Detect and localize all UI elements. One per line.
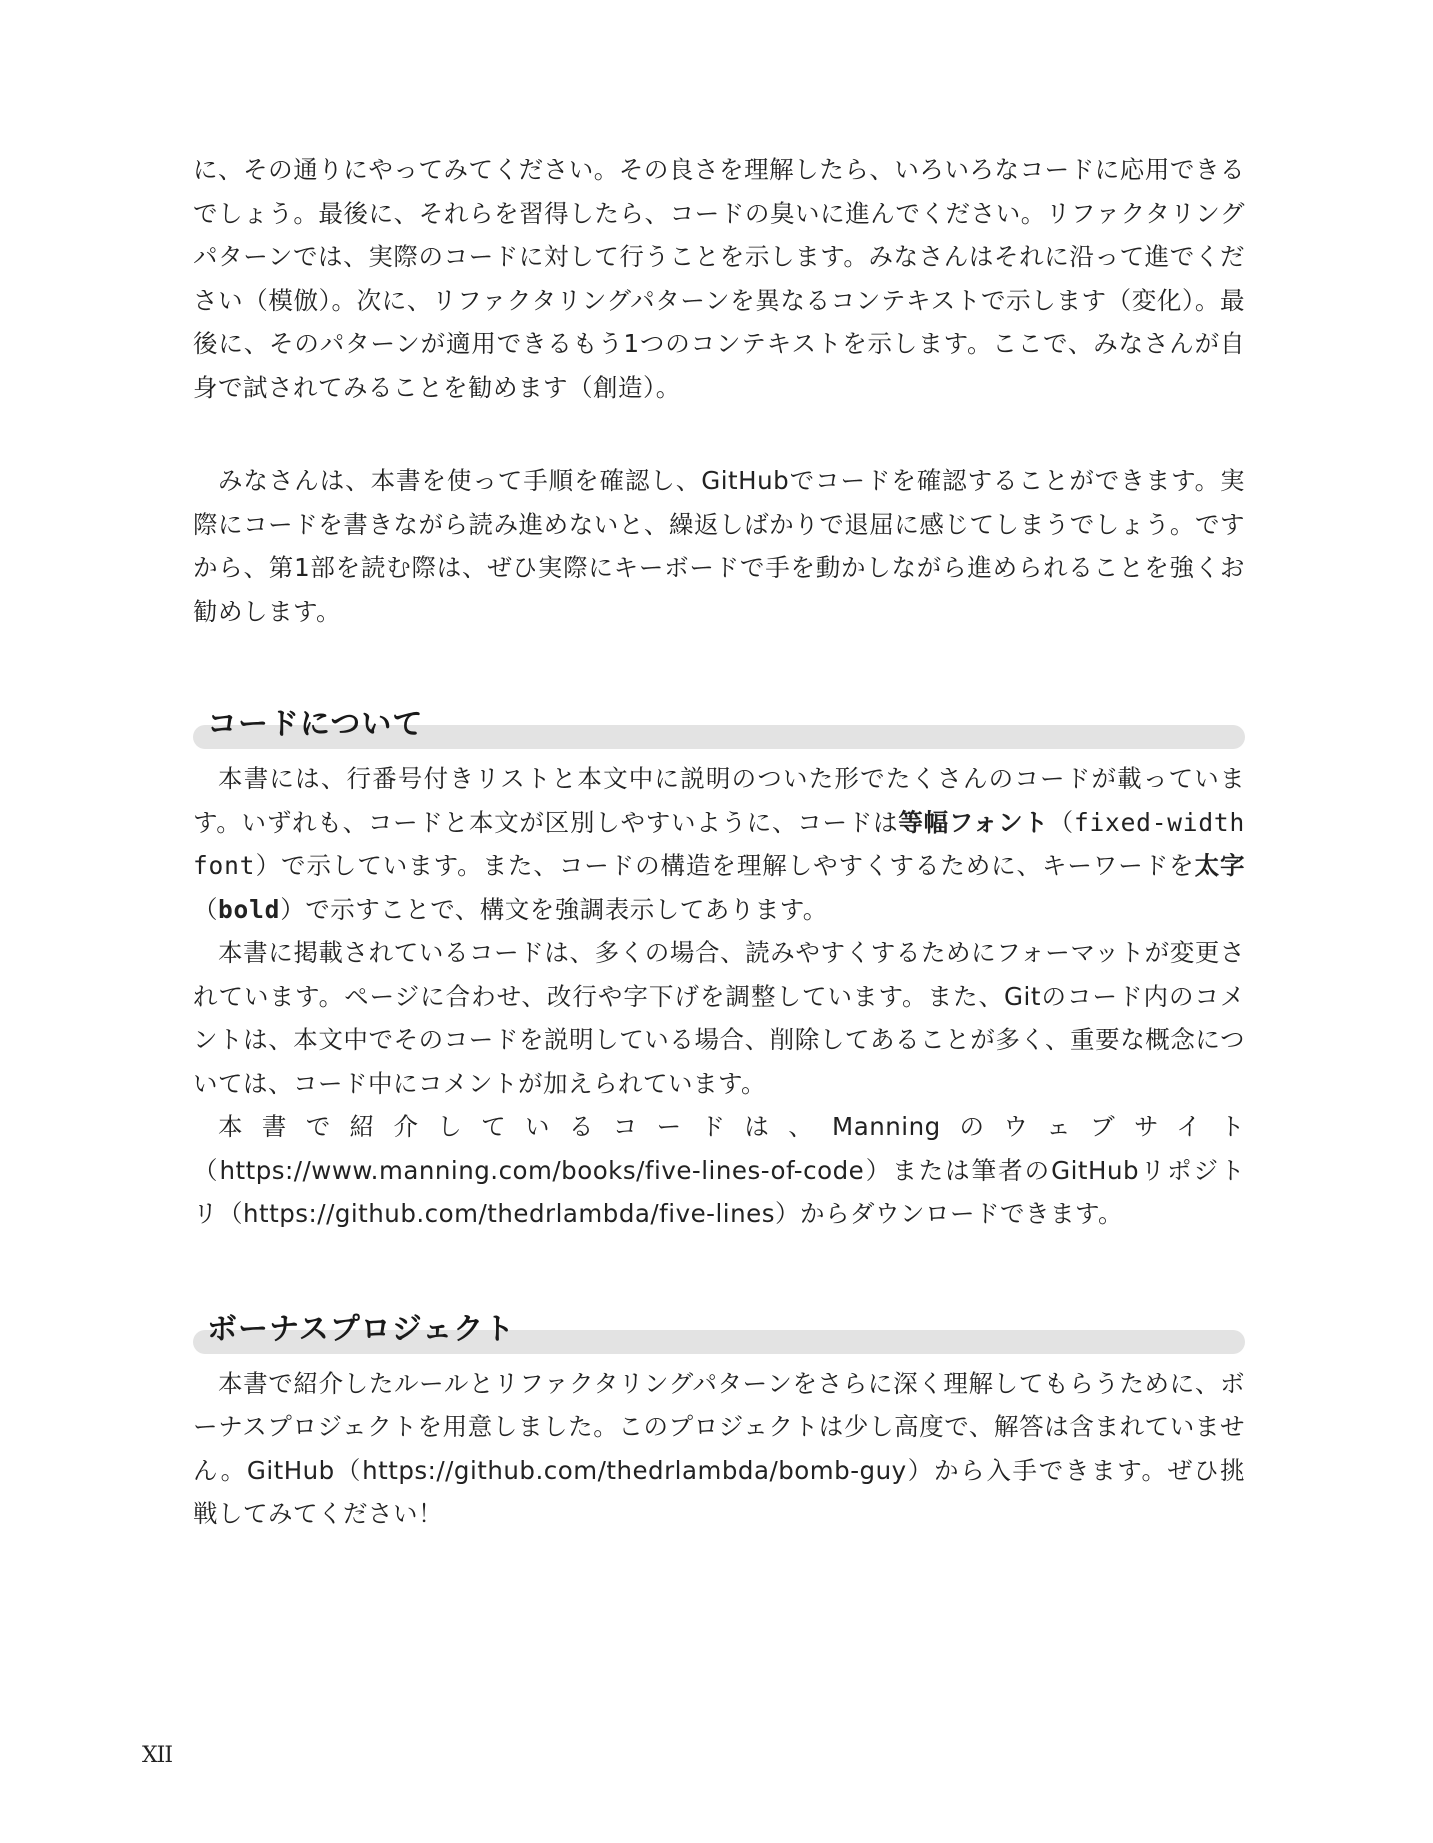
code-section-heading: [193, 691, 1245, 751]
code-paragraph-3: 本書で紹介しているコードは、Manningのウェブサイト（https://www.manning.com/books/five-lines-of-code）または筆者のGitHubリポジトリ（https://github.com/thedrlambda/five-lines）からダウンロードできます。: [193, 1112, 1245, 1228]
code-paragraph-2: 本書に掲載されているコードは、多くの場合、読みやすくするためにフォーマットが変更されています。ページに合わせ、改行や字下げを調整しています。また、Gitのコード内のコメントは、本文中でそのコードを説明している場合、削除してあることが多く、重要な概念については、コード中にコメントが加えられています。: [193, 938, 1245, 1098]
code-paragraph-1: [193, 757, 1245, 931]
code-p1-text-i: ）で示すことで、構文を強調表示してあります。: [280, 894, 828, 924]
code-section-title: コードについて: [207, 707, 424, 742]
intro-paragraph-2: みなさんは、本書を使って手順を確認し、GitHubでコードを確認することができます。実際にコードを書きながら読み進めないと、繰返しばかりで退屈に感じてしまうでしょう。ですから、第1部を読む際は、ぜひ実際にキーボードで手を動かしながら進められることを強くお勧めします。: [193, 466, 1245, 626]
code-p1-paren-open: （: [1048, 807, 1074, 837]
bold-example: bold: [218, 894, 281, 924]
code-p1-text-e: ）で示しています。また、コードの構造を理解しやすくするために、キーワードを: [255, 851, 1195, 880]
fixed-width-font-term: fixed-width font: [193, 807, 1245, 880]
code-p1-text-a: 本書には、行番号付きリストと本文中に説明のついた形でたくさんのコードが載っています。いずれも、コードと本文が区別しやすいように、コードは: [193, 764, 1245, 837]
bonus-paragraph-1: 本書で紹介したルールとリファクタリングパターンをさらに深く理解してもらうために、ボーナスプロジェクトを用意しました。このプロジェクトは少し高度で、解答は含まれていません。GitHub（https://github.com/thedrlambda/bomb-guy）から入手できます。ぜひ挑戦してみてください！: [193, 1368, 1245, 1528]
code-p1-paren-open-2: （: [193, 894, 218, 924]
bold-term: 太字: [1194, 851, 1245, 880]
intro-paragraph-1: に、その通りにやってみてください。その良さを理解したら、いろいろなコードに応用できるでしょう。最後に、それらを習得したら、コードの臭いに進んでください。リファクタリングパターンでは、実際のコードに対して行うことを示します。みなさんはそれに沿って進でください（模倣）。次に、リファクタリングパターンを異なるコンテキストで示します（変化）。最後に、そのパターンが適用できるもう1つのコンテキストを示します。ここで、みなさんが自身で試されてみることを勧めます（創造）。: [193, 155, 1245, 402]
monospace-font-term: 等幅フォント: [898, 807, 1049, 837]
bonus-section-heading: [193, 1296, 1245, 1356]
page-content: [193, 148, 1245, 1536]
bonus-section-title: ボーナスプロジェクト: [207, 1311, 516, 1347]
page-number: XII: [142, 1743, 173, 1768]
